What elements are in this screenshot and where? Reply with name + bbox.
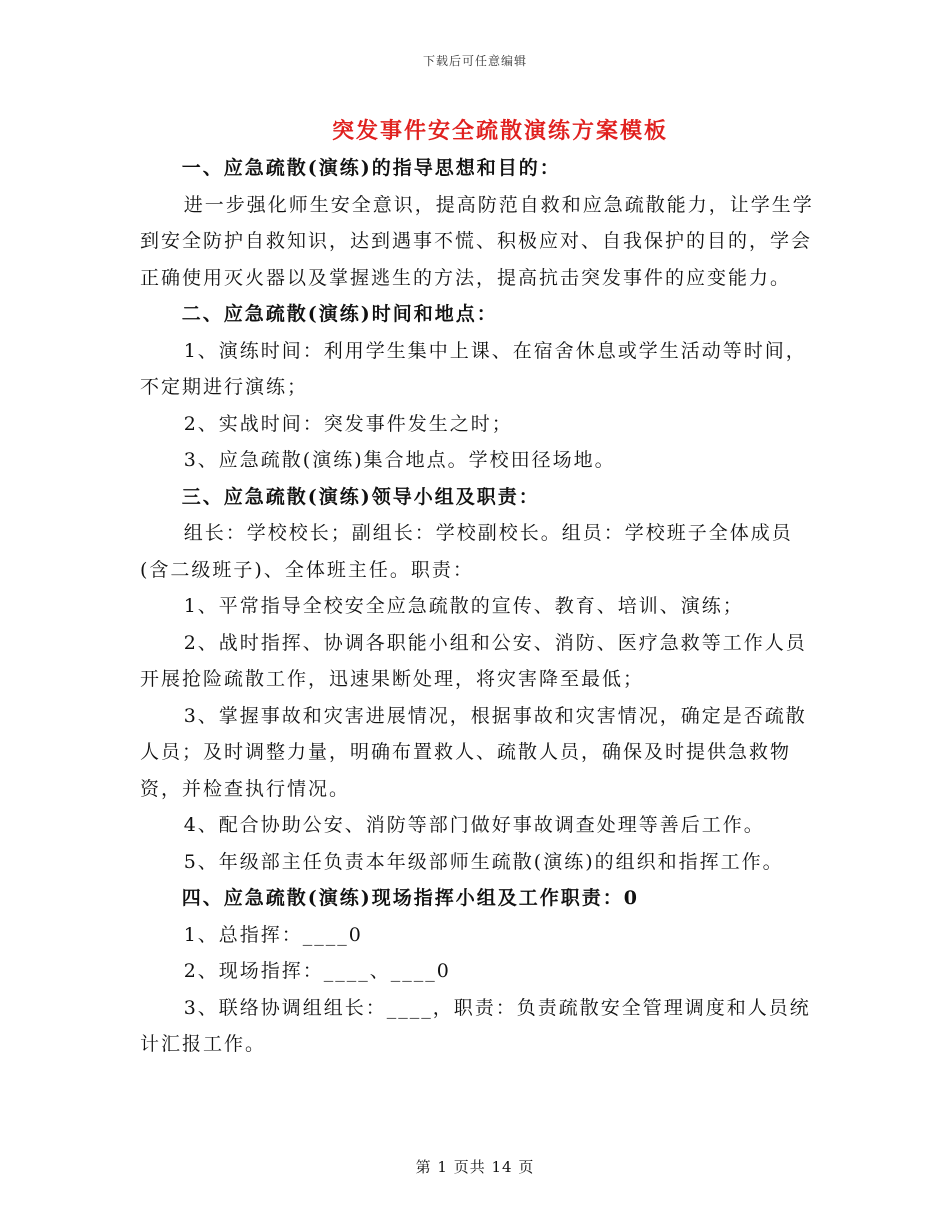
section-heading-4: 四、应急疏散(演练)现场指挥小组及工作职责：0 [181, 887, 639, 909]
document-body [140, 150, 820, 1063]
paragraph-members: 组长：学校校长；副组长：学校副校长。组员：学校班子全体成员(含二级班子)、全体班主任。职责： [140, 522, 793, 581]
section-heading-2: 二、应急疏散(演练)时间和地点： [181, 303, 498, 325]
paragraph-assembly-place: 3、应急疏散(演练)集合地点。学校田径场地。 [183, 449, 616, 471]
page-header: 下载后可任意编辑 [422, 54, 527, 68]
page-footer: 第 1 页共 14 页 [415, 1158, 535, 1176]
paragraph-actual-time: 2、实战时间：突发事件发生之时； [183, 412, 513, 435]
paragraph-liaison: 3、联络协调组组长：____，职责：负责疏散安全管理调度和人员统计汇报工作。 [140, 996, 811, 1055]
section-heading-3: 三、应急疏散(演练)领导小组及职责： [181, 485, 540, 508]
section-heading-1: 一、应急疏散(演练)的指导思想和目的： [181, 157, 561, 179]
paragraph-site-commander: 2、现场指挥：____、____0 [183, 960, 451, 982]
paragraph-duty-5: 5、年级部主任负责本年级部师生疏散(演练)的组织和指挥工作。 [183, 850, 784, 873]
document-title: 突发事件安全疏散演练方案模板 [331, 118, 668, 144]
paragraph-duty-2: 2、战时指挥、协调各职能小组和公安、消防、医疗急救等工作人员开展抢险疏散工作，迅速果断处理，将灾害降至最低； [140, 631, 807, 690]
paragraph-duty-1: 1、平常指导全校安全应急疏散的宣传、教育、培训、演练； [183, 595, 744, 617]
paragraph-duty-3: 3、掌握事故和灾害进展情况，根据事故和灾害情况，确定是否疏散人员；及时调整力量，明确布置救人、疏散人员，确保及时提供急救物资，并检查执行情况。 [140, 704, 807, 800]
paragraph-purpose: 进一步强化师生安全意识，提高防范自救和应急疏散能力，让学生学到安全防护自救知识，达到遇事不慌、积极应对、自我保护的目的，学会正确使用灭火器以及掌握逃生的方法，提高抗击突发事件的应变能力。 [140, 193, 814, 289]
paragraph-drill-time: 1、演练时间：利用学生集中上课、在宿舍休息或学生活动等时间，不定期进行演练； [140, 339, 807, 398]
paragraph-commander: 1、总指挥：____0 [183, 923, 363, 946]
paragraph-duty-4: 4、配合协助公安、消防等部门做好事故调查处理等善后工作。 [183, 814, 765, 836]
